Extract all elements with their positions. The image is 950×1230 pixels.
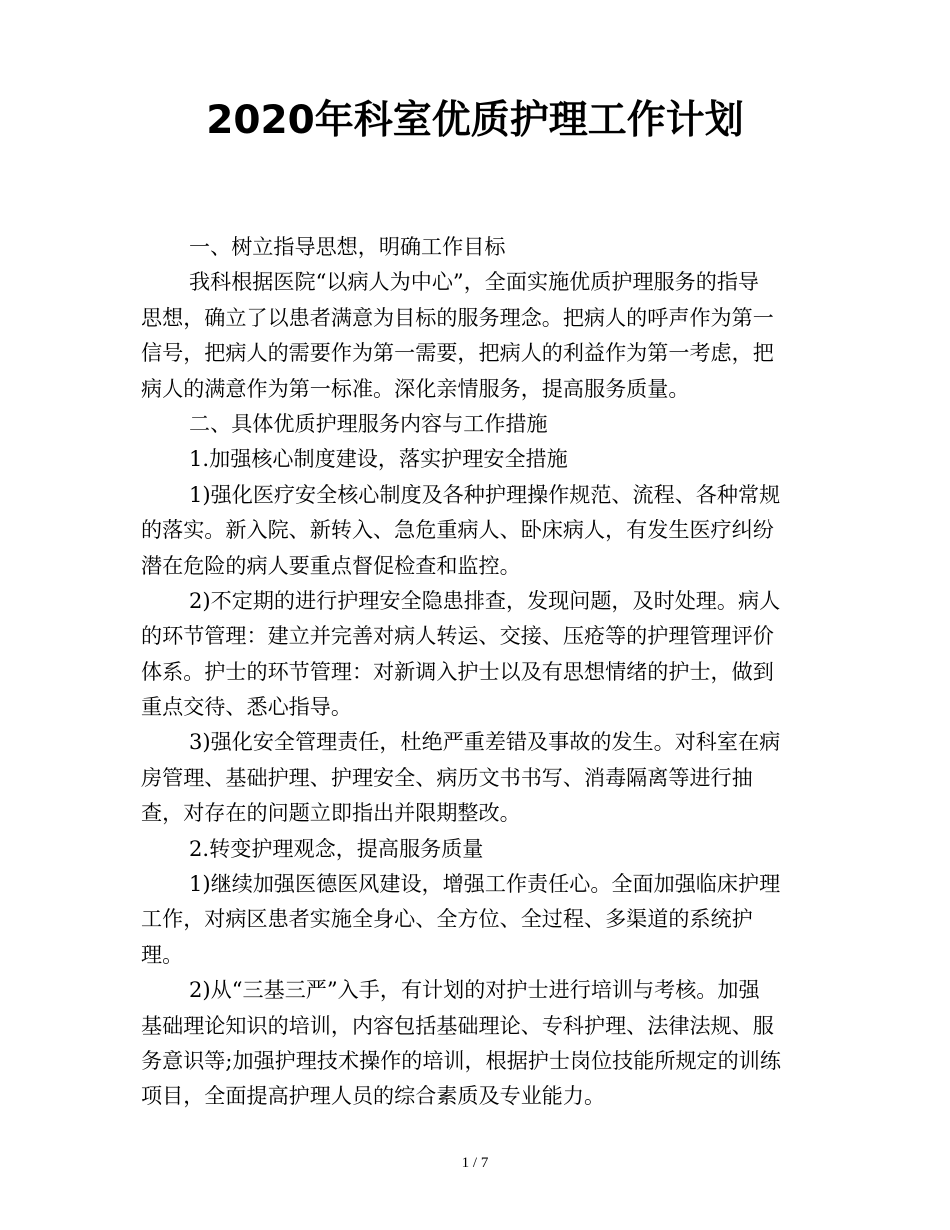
text-line: 的环节管理：建立并完善对病人转运、交接、压疮等的护理管理评价 bbox=[141, 623, 774, 649]
text-line: 1)强化医疗安全核心制度及各种护理操作规范、流程、各种常规 bbox=[189, 481, 781, 507]
text-line: 1.加强核心制度建设，落实护理安全措施 bbox=[189, 446, 568, 472]
text-line: 查，对存在的问题立即指出并限期整改。 bbox=[141, 800, 521, 826]
text-line: 二、具体优质护理服务内容与工作措施 bbox=[189, 410, 548, 436]
text-line: 基础理论知识的培训，内容包括基础理论、专科护理、法律法规、服 bbox=[141, 1012, 774, 1038]
text-line: 1)继续加强医德医风建设，增强工作责任心。全面加强临床护理 bbox=[189, 871, 781, 897]
text-line: 思想，确立了以患者满意为目标的服务理念。把病人的呼声作为第一 bbox=[141, 304, 774, 330]
text-line: 信号，把病人的需要作为第一需要，把病人的利益作为第一考虑，把 bbox=[141, 340, 774, 366]
document-body bbox=[141, 229, 811, 1114]
text-line: 项目，全面提高护理人员的综合素质及专业能力。 bbox=[141, 1083, 606, 1109]
text-line: 务意识等;加强护理技术操作的培训，根据护士岗位技能所规定的训练 bbox=[141, 1047, 781, 1073]
text-line: 体系。护士的环节管理：对新调入护士以及有思想情绪的护士，做到 bbox=[141, 658, 774, 684]
text-line: 工作，对病区患者实施全身心、全方位、全过程、多渠道的系统护 bbox=[141, 906, 753, 932]
text-line: 理。 bbox=[141, 941, 184, 967]
text-line: 2.转变护理观念，提高服务质量 bbox=[189, 835, 484, 861]
text-line: 潜在危险的病人要重点督促检查和监控。 bbox=[141, 552, 521, 578]
text-line: 病人的满意作为第一标准。深化亲情服务，提高服务质量。 bbox=[141, 375, 690, 401]
text-line: 的落实。新入院、新转入、急危重病人、卧床病人，有发生医疗纠纷 bbox=[141, 517, 774, 543]
text-line: 我科根据医院“以病人为中心”，全面实施优质护理服务的指导 bbox=[189, 269, 760, 295]
text-line: 重点交待、悉心指导。 bbox=[141, 694, 352, 720]
text-line: 3)强化安全管理责任，杜绝严重差错及事故的发生。对科室在病 bbox=[189, 729, 781, 755]
text-line: 2)从“三基三严”入手，有计划的对护士进行培训与考核。加强 bbox=[189, 977, 760, 1003]
page-number: 1 / 7 bbox=[461, 1155, 489, 1171]
document-title: 2020年科室优质护理工作计划 bbox=[206, 98, 744, 143]
text-line: 2)不定期的进行护理安全隐患排查，发现问题，及时处理。病人 bbox=[189, 587, 781, 613]
text-line: 房管理、基础护理、护理安全、病历文书书写、消毒隔离等进行抽 bbox=[141, 764, 753, 790]
text-line: 一、树立指导思想，明确工作目标 bbox=[189, 234, 506, 259]
